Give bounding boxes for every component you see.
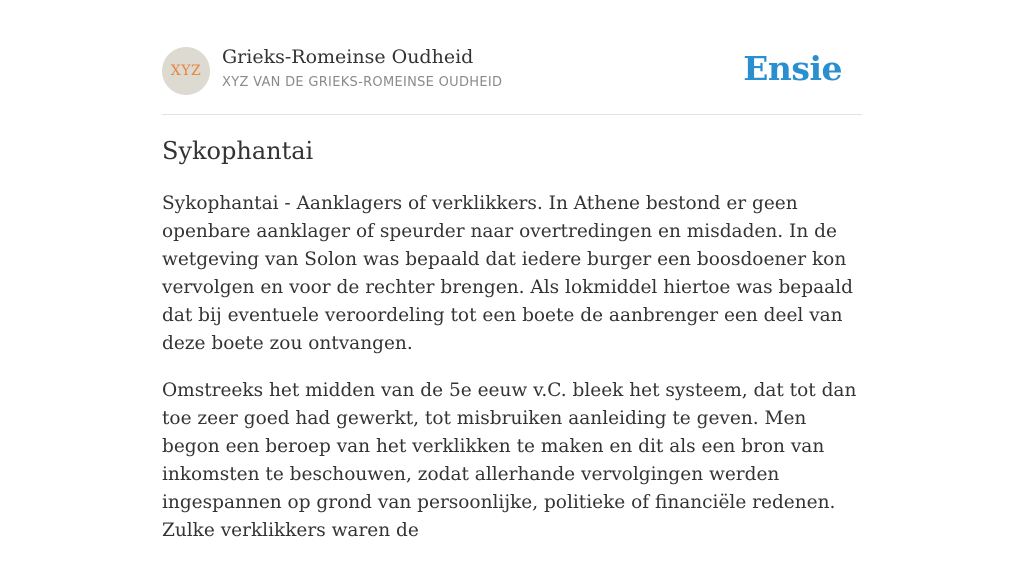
article-body [162, 190, 862, 564]
article-paragraph: Sykophantai - Aanklagers of verklikkers. In Athene bestond er geen openbare aanklager of speurder naar overtredingen en misdaden. In de wetgeving van Solon was bepaald dat iedere burger een boosdoener kon vervolgen en voor de rechter brengen. Als lokmiddel hiertoe was bepaald dat bij eventuele veroordeling tot een boete de aanbrenger een deel van deze boete zou ontvangen. [162, 193, 853, 354]
article-title: Sykophantai [162, 137, 314, 165]
source-avatar[interactable]: XYZ [162, 47, 210, 95]
source-header [162, 46, 862, 115]
source-subtitle[interactable]: XYZ VAN DE GRIEKS-ROMEINSE OUDHEID [222, 75, 503, 90]
article-paragraph: Omstreeks het midden van de 5e eeuw v.C. bleek het systeem, dat tot dan toe zeer goed had gewerkt, tot misbruiken aanleiding te geven. Men begon een beroep van het verklikken te maken en dit als een bron van inkomsten te beschouwen, zodat allerhande vervolgingen werden ingespannen op grond van persoonlijke, politieke of financiële redenen. Zulke verklikkers waren de [162, 380, 857, 541]
source-title[interactable]: Grieks-Romeinse Oudheid [222, 46, 474, 68]
ensie-logo[interactable]: Ensie [743, 49, 842, 88]
